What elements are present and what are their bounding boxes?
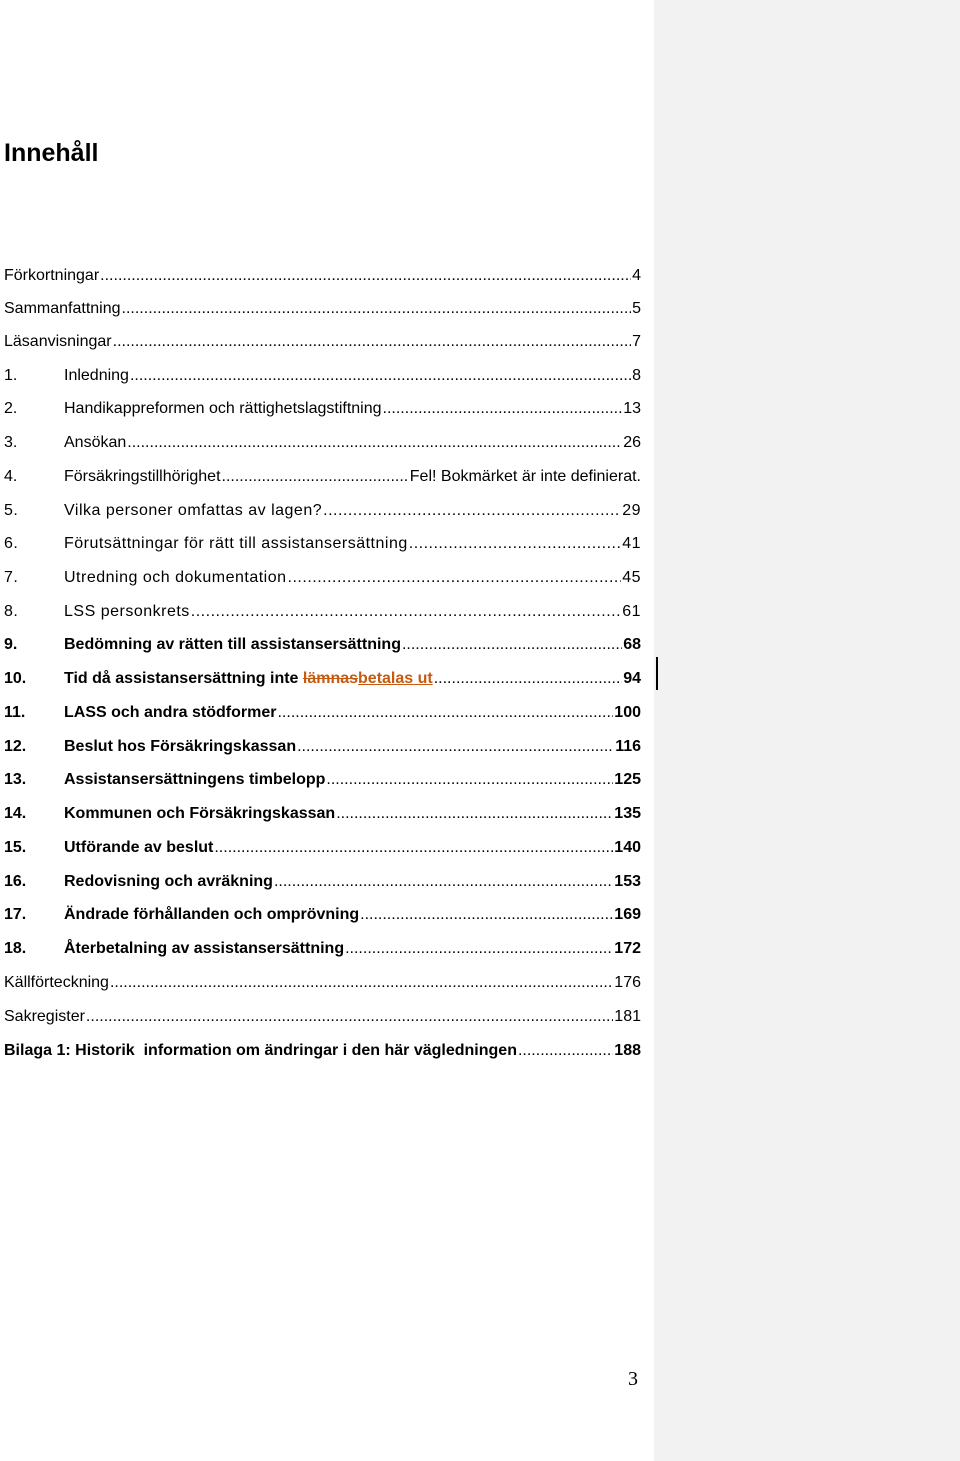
toc-entry-page: 26: [623, 434, 641, 451]
toc-leader: [518, 1039, 613, 1063]
toc-leader: [323, 499, 621, 523]
toc-leader: [402, 633, 622, 657]
toc-entry-label: Redovisning och avräkning: [64, 873, 273, 890]
toc-entry-page: 100: [614, 704, 641, 721]
toc-entry-label: Ansökan: [64, 434, 127, 451]
toc-entry-number: 11.: [4, 704, 26, 721]
toc-entry-chapter-10[interactable]: [4, 667, 641, 691]
toc-entry-page: 116: [615, 738, 641, 755]
toc-leader: [297, 735, 614, 759]
toc-entry-page: 29: [622, 502, 641, 519]
toc-entry-number: 3.: [4, 434, 18, 451]
toc-entry-chapter-4[interactable]: [4, 465, 641, 489]
toc-entry-page: 4: [632, 267, 641, 284]
toc-entry-label: Utredning och dokumentation: [64, 569, 287, 586]
toc-entry-page: 140: [614, 839, 641, 856]
toc-entry-number: 4.: [4, 468, 18, 485]
toc-entry-page: 45: [622, 569, 641, 586]
toc-entry-forkortningar[interactable]: [4, 264, 641, 288]
toc-entry-label: Sammanfattning: [4, 300, 121, 317]
toc-entry-number: 9.: [4, 636, 18, 653]
toc-entry-chapter-18[interactable]: [4, 937, 641, 961]
toc-leader: [127, 431, 622, 455]
toc-entry-page: 68: [623, 636, 641, 653]
toc-entry-page: 94: [623, 670, 641, 687]
toc-entry-label: Handikappreformen och rättighetslagstiftning: [64, 400, 382, 417]
toc-entry-page: 188: [614, 1042, 641, 1059]
toc-entry-page: 7: [632, 333, 641, 350]
toc-entry-label: Assistansersättningens timbelopp: [64, 771, 326, 788]
toc-entry-chapter-2[interactable]: [4, 397, 641, 421]
toc-entry-page: 5: [632, 300, 641, 317]
toc-leader: [100, 264, 631, 288]
toc-entry-label: Återbetalning av assistansersättning: [64, 940, 345, 957]
toc-leader: [191, 600, 621, 624]
toc-entry-chapter-6[interactable]: [4, 532, 641, 556]
toc-entry-page: 181: [614, 1008, 641, 1025]
toc-entry-label: Kommunen och Försäkringskassan: [64, 805, 336, 822]
toc-entry-chapter-13[interactable]: [4, 768, 641, 792]
toc-entry-sakregister[interactable]: [4, 1005, 641, 1029]
toc-entry-page: 13: [623, 400, 641, 417]
toc-entry-number: 17.: [4, 906, 27, 923]
toc-entry-label: Bedömning av rätten till assistansersättning: [64, 636, 401, 653]
toc-entry-chapter-3[interactable]: [4, 431, 641, 455]
toc-entry-chapter-8[interactable]: [4, 600, 641, 624]
toc-entry-kallforteckning[interactable]: [4, 971, 641, 995]
change-bar: [656, 657, 658, 690]
toc-entry-chapter-1[interactable]: [4, 364, 641, 388]
page-title: Innehåll: [4, 139, 99, 167]
toc-entry-chapter-12[interactable]: [4, 735, 641, 759]
toc-entry-number: 18.: [4, 940, 27, 957]
toc-leader: [345, 937, 613, 961]
toc-entry-number: 2.: [4, 400, 18, 417]
toc-leader: [383, 397, 623, 421]
toc-entry-lasanvisningar[interactable]: [4, 330, 641, 354]
tracked-insertion: betalas ut: [358, 670, 433, 687]
toc-entry-label: Källförteckning: [4, 974, 109, 991]
toc-entry-page: 172: [614, 940, 641, 957]
toc-leader: [222, 465, 409, 489]
toc-entry-label: [64, 667, 433, 691]
toc-entry-label-text: Tid då assistansersättning inte: [64, 670, 303, 687]
toc-entry-number: 14.: [4, 805, 27, 822]
toc-entry-chapter-5[interactable]: [4, 499, 641, 523]
toc-entry-label: Förkortningar: [4, 267, 100, 284]
toc-entry-page-error: Fel! Bokmärket är inte definierat.: [409, 468, 641, 485]
toc-entry-chapter-16[interactable]: [4, 870, 641, 894]
toc-entry-bilaga-1[interactable]: [4, 1039, 641, 1063]
toc-entry-number: 10.: [4, 670, 27, 687]
toc-entry-label: LSS personkrets: [64, 603, 190, 620]
toc-leader: [434, 667, 622, 691]
toc-entry-chapter-17[interactable]: [4, 903, 641, 927]
comment-margin-pane: [654, 0, 960, 1461]
toc-entry-sammanfattning[interactable]: [4, 297, 641, 321]
toc-leader: [336, 802, 613, 826]
toc-entry-chapter-9[interactable]: [4, 633, 641, 657]
toc-entry-label: Förutsättningar för rätt till assistansersättning: [64, 535, 408, 552]
toc-leader: [110, 971, 613, 995]
toc-entry-chapter-7[interactable]: [4, 566, 641, 590]
toc-entry-page: 41: [622, 535, 641, 552]
toc-entry-page: 135: [614, 805, 641, 822]
toc-entry-chapter-15[interactable]: [4, 836, 641, 860]
toc-leader: [214, 836, 613, 860]
toc-entry-number: 12.: [4, 738, 27, 755]
toc-entry-page: 61: [622, 603, 641, 620]
toc-leader: [86, 1005, 613, 1029]
toc-entry-number: 8.: [4, 603, 19, 620]
toc-entry-label: Vilka personer omfattas av lagen?: [64, 502, 323, 519]
toc-entry-number: 6.: [4, 535, 19, 552]
toc-entry-label: LASS och andra stödformer: [64, 704, 277, 721]
toc-leader: [326, 768, 613, 792]
toc-entry-page: 169: [614, 906, 641, 923]
tracked-deletion: lämnas: [302, 670, 359, 687]
toc-leader: [277, 701, 613, 725]
toc-entry-label: Beslut hos Försäkringskassan: [64, 738, 297, 755]
toc-leader: [122, 297, 632, 321]
toc-leader: [288, 566, 622, 590]
toc-entry-label: Läsanvisningar: [4, 333, 112, 350]
toc-leader: [113, 330, 631, 354]
toc-entry-label: Inledning: [64, 367, 129, 384]
toc-entry-chapter-14[interactable]: [4, 802, 641, 826]
toc-entry-label: Ändrade förhållanden och omprövning: [64, 906, 360, 923]
toc-entry-label: Utförande av beslut: [64, 839, 214, 856]
toc-entry-page: 153: [614, 873, 641, 890]
toc-entry-chapter-11[interactable]: [4, 701, 641, 725]
toc-leader: [360, 903, 613, 927]
toc-entry-number: 5.: [4, 502, 19, 519]
toc-entry-number: 1.: [4, 367, 18, 384]
toc-entry-label: Sakregister: [4, 1008, 85, 1025]
toc-entry-page: 125: [614, 771, 641, 788]
toc-entry-page: 176: [614, 974, 641, 991]
page-number: 3: [628, 1368, 638, 1390]
toc-entry-number: 7.: [4, 569, 19, 586]
toc-leader: [274, 870, 613, 894]
toc-entry-number: 13.: [4, 771, 27, 788]
toc-leader: [409, 532, 621, 556]
toc-entry-label: Bilaga 1: Historik information om ändringar i den här vägledningen: [4, 1042, 517, 1059]
toc-entry-label: Försäkringstillhörighet: [64, 468, 221, 485]
toc-leader: [130, 364, 631, 388]
toc-entry-page: 8: [632, 367, 641, 384]
toc-entry-number: 16.: [4, 873, 27, 890]
toc-entry-number: 15.: [4, 839, 27, 856]
